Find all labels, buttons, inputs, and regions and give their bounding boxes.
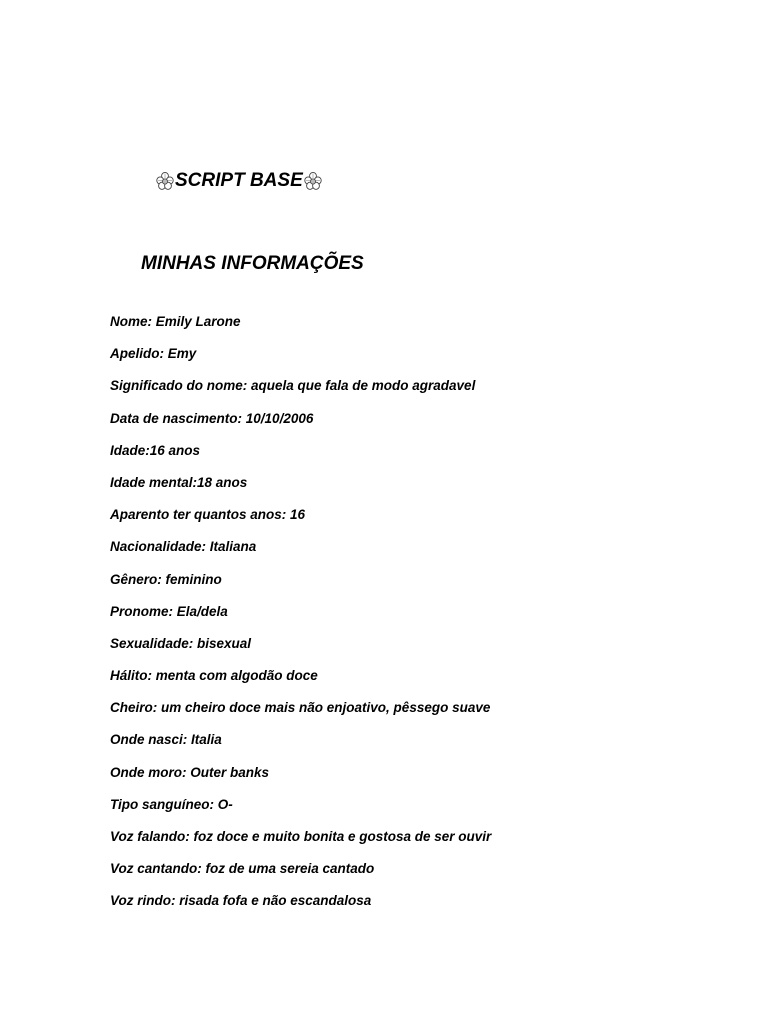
field-data-nascimento: Data de nascimento: 10/10/2006 bbox=[110, 410, 314, 426]
field-idade-mental: Idade mental:18 anos bbox=[110, 474, 248, 490]
field-sexualidade: Sexualidade: bisexual bbox=[110, 635, 252, 651]
field-genero: Gênero: feminino bbox=[110, 571, 222, 587]
flower-icon bbox=[155, 171, 175, 191]
title-text: SCRIPT BASE bbox=[175, 170, 303, 191]
field-apelido: Apelido: Emy bbox=[110, 346, 197, 362]
field-onde-moro: Onde moro: Outer banks bbox=[110, 764, 270, 780]
field-voz-cantando: Voz cantando: foz de uma sereia cantado bbox=[110, 861, 375, 877]
document-title bbox=[155, 168, 323, 194]
field-voz-rindo: Voz rindo: risada fofa e não escandalosa bbox=[110, 893, 372, 909]
info-list bbox=[110, 312, 750, 924]
field-nome: Nome: Emily Larone bbox=[110, 314, 241, 329]
field-voz-falando: Voz falando: foz doce e muito bonita e gostosa de ser ouvir bbox=[110, 829, 492, 844]
field-pronome: Pronome: Ela/dela bbox=[110, 603, 228, 619]
field-cheiro: Cheiro: um cheiro doce mais não enjoativo, pêssego suave bbox=[110, 700, 491, 716]
field-onde-nasci: Onde nasci: Italia bbox=[110, 732, 222, 748]
field-nacionalidade: Nacionalidade: Italiana bbox=[110, 539, 257, 555]
field-halito: Hálito: menta com algodão doce bbox=[110, 668, 318, 684]
section-heading: MINHAS INFORMAÇÕES bbox=[141, 253, 364, 274]
field-idade: Idade:16 anos bbox=[110, 442, 201, 458]
flower-icon bbox=[303, 171, 323, 191]
field-tipo-sanguineo: Tipo sanguíneo: O- bbox=[110, 796, 233, 812]
field-aparento: Aparento ter quantos anos: 16 bbox=[110, 507, 306, 523]
field-significado: Significado do nome: aquela que fala de modo agradavel bbox=[110, 378, 476, 394]
